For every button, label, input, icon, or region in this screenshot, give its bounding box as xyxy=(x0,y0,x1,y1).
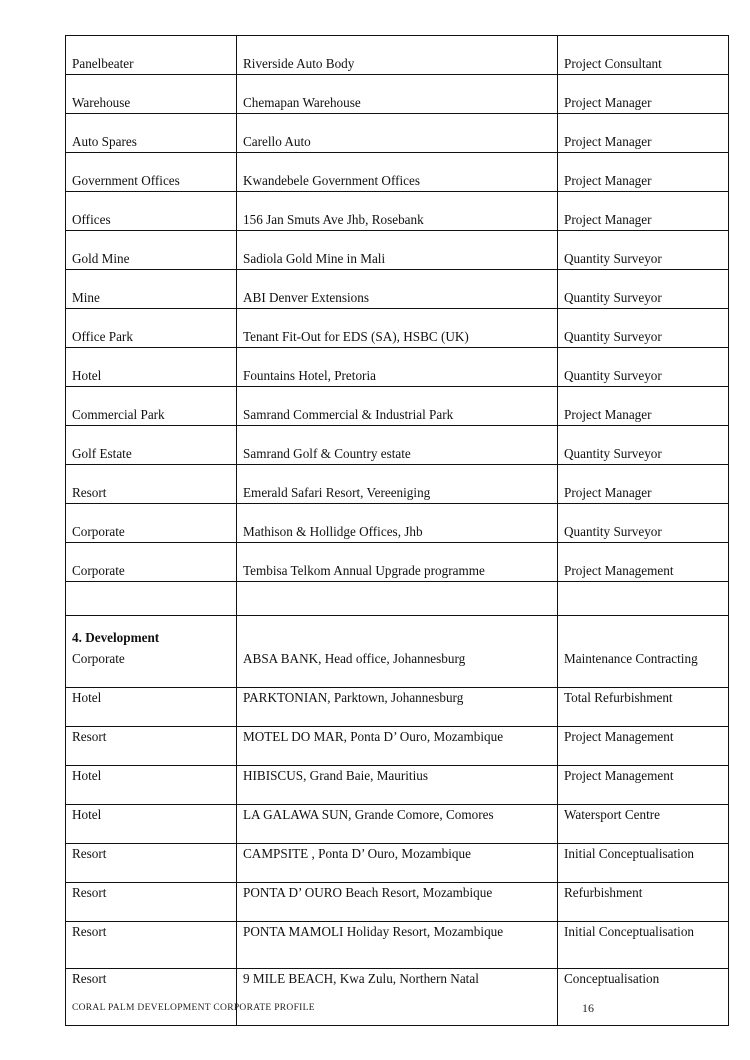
table-row xyxy=(66,844,729,883)
cell-type: Resort xyxy=(66,969,237,1026)
table-row xyxy=(66,465,729,504)
cell-project: Sadiola Gold Mine in Mali xyxy=(237,231,558,270)
cell-project: Tembisa Telkom Annual Upgrade programme xyxy=(237,543,558,582)
cell-role: Quantity Surveyor xyxy=(558,348,729,387)
cell-role: Project Manager xyxy=(558,192,729,231)
table-row xyxy=(66,114,729,153)
table-row xyxy=(66,192,729,231)
cell-role: Project Management xyxy=(558,543,729,582)
table-row xyxy=(66,75,729,114)
cell-type: Mine xyxy=(66,270,237,309)
table-row xyxy=(66,348,729,387)
table-row xyxy=(66,504,729,543)
cell-project: Mathison & Hollidge Offices, Jhb xyxy=(237,504,558,543)
table-row xyxy=(66,543,729,582)
cell-type: Hotel xyxy=(66,766,237,805)
cell-role: Quantity Surveyor xyxy=(558,426,729,465)
table-row xyxy=(66,649,729,688)
cell-role: Project Consultant xyxy=(558,36,729,75)
projects-table xyxy=(65,35,729,1026)
cell-type: Corporate xyxy=(66,649,237,688)
cell-project: Carello Auto xyxy=(237,114,558,153)
cell-type: Panelbeater xyxy=(66,36,237,75)
cell-role: Quantity Surveyor xyxy=(558,309,729,348)
cell-role: Project Manager xyxy=(558,75,729,114)
table-row xyxy=(66,766,729,805)
cell-project: Samrand Golf & Country estate xyxy=(237,426,558,465)
table-row xyxy=(66,153,729,192)
cell-role: Project Manager xyxy=(558,465,729,504)
cell-project: Riverside Auto Body xyxy=(237,36,558,75)
cell-role: Project Manager xyxy=(558,387,729,426)
table-row xyxy=(66,309,729,348)
cell-type: Resort xyxy=(66,727,237,766)
cell-type: Corporate xyxy=(66,504,237,543)
cell-project: PONTA D’ OURO Beach Resort, Mozambique xyxy=(237,883,558,922)
cell-type: Warehouse xyxy=(66,75,237,114)
cell-project: Chemapan Warehouse xyxy=(237,75,558,114)
empty-cell xyxy=(558,582,729,616)
cell-project: Samrand Commercial & Industrial Park xyxy=(237,387,558,426)
page-footer xyxy=(72,1003,632,1019)
empty-cell xyxy=(66,582,237,616)
table-row xyxy=(66,883,729,922)
cell-project: ABSA BANK, Head office, Johannesburg xyxy=(237,649,558,688)
table-row xyxy=(66,387,729,426)
cell-type: Resort xyxy=(66,922,237,969)
cell-project: LA GALAWA SUN, Grande Comore, Comores xyxy=(237,805,558,844)
projects-table-container xyxy=(65,35,728,1026)
cell-type: Hotel xyxy=(66,805,237,844)
cell-role: Refurbishment xyxy=(558,883,729,922)
section-header-row xyxy=(66,616,729,650)
cell-project: 9 MILE BEACH, Kwa Zulu, Northern Natal xyxy=(237,969,558,1026)
cell-project: PARKTONIAN, Parktown, Johannesburg xyxy=(237,688,558,727)
cell-type: Resort xyxy=(66,465,237,504)
table-row xyxy=(66,727,729,766)
cell-project: CAMPSITE , Ponta D’ Ouro, Mozambique xyxy=(237,844,558,883)
cell-type: Resort xyxy=(66,883,237,922)
cell-role: Initial Conceptualisation xyxy=(558,922,729,969)
table-row xyxy=(66,231,729,270)
cell-role: Project Manager xyxy=(558,114,729,153)
cell-project: 156 Jan Smuts Ave Jhb, Rosebank xyxy=(237,192,558,231)
table-row xyxy=(66,426,729,465)
cell-project: Emerald Safari Resort, Vereeniging xyxy=(237,465,558,504)
cell-project: ABI Denver Extensions xyxy=(237,270,558,309)
cell-project: Tenant Fit-Out for EDS (SA), HSBC (UK) xyxy=(237,309,558,348)
cell-type: Golf Estate xyxy=(66,426,237,465)
cell-role: Conceptualisation xyxy=(558,969,729,1026)
cell-type: Government Offices xyxy=(66,153,237,192)
cell-type: Resort xyxy=(66,844,237,883)
table-row xyxy=(66,922,729,969)
table-row xyxy=(66,36,729,75)
cell-type: Hotel xyxy=(66,688,237,727)
cell-role: Maintenance Contracting xyxy=(558,649,729,688)
empty-cell xyxy=(237,582,558,616)
cell-role: Total Refurbishment xyxy=(558,688,729,727)
cell-role: Project Manager xyxy=(558,153,729,192)
cell-type: Corporate xyxy=(66,543,237,582)
cell-type: Hotel xyxy=(66,348,237,387)
cell-type: Auto Spares xyxy=(66,114,237,153)
page-number: 16 xyxy=(582,1001,594,1015)
cell-role: Quantity Surveyor xyxy=(558,504,729,543)
section-title: 4. Development xyxy=(72,630,160,645)
table-row xyxy=(66,805,729,844)
cell-project: MOTEL DO MAR, Ponta D’ Ouro, Mozambique xyxy=(237,727,558,766)
cell-role: Quantity Surveyor xyxy=(558,270,729,309)
table-row xyxy=(66,688,729,727)
section-header-cell xyxy=(66,616,237,650)
empty-row xyxy=(66,582,729,616)
table-row xyxy=(66,270,729,309)
cell-project: Fountains Hotel, Pretoria xyxy=(237,348,558,387)
cell-project: Kwandebele Government Offices xyxy=(237,153,558,192)
cell-type: Commercial Park xyxy=(66,387,237,426)
cell-type: Office Park xyxy=(66,309,237,348)
cell-role: Watersport Centre xyxy=(558,805,729,844)
cell-role: Quantity Surveyor xyxy=(558,231,729,270)
cell-project: HIBISCUS, Grand Baie, Mauritius xyxy=(237,766,558,805)
cell-type: Offices xyxy=(66,192,237,231)
cell-type: Gold Mine xyxy=(66,231,237,270)
empty-cell xyxy=(237,616,558,650)
cell-role: Initial Conceptualisation xyxy=(558,844,729,883)
cell-role: Project Management xyxy=(558,766,729,805)
empty-cell xyxy=(558,616,729,650)
footer-title: CORAL PALM DEVELOPMENT CORPORATE PROFILE xyxy=(72,1003,315,1013)
cell-role: Project Management xyxy=(558,727,729,766)
cell-project: PONTA MAMOLI Holiday Resort, Mozambique xyxy=(237,922,558,969)
